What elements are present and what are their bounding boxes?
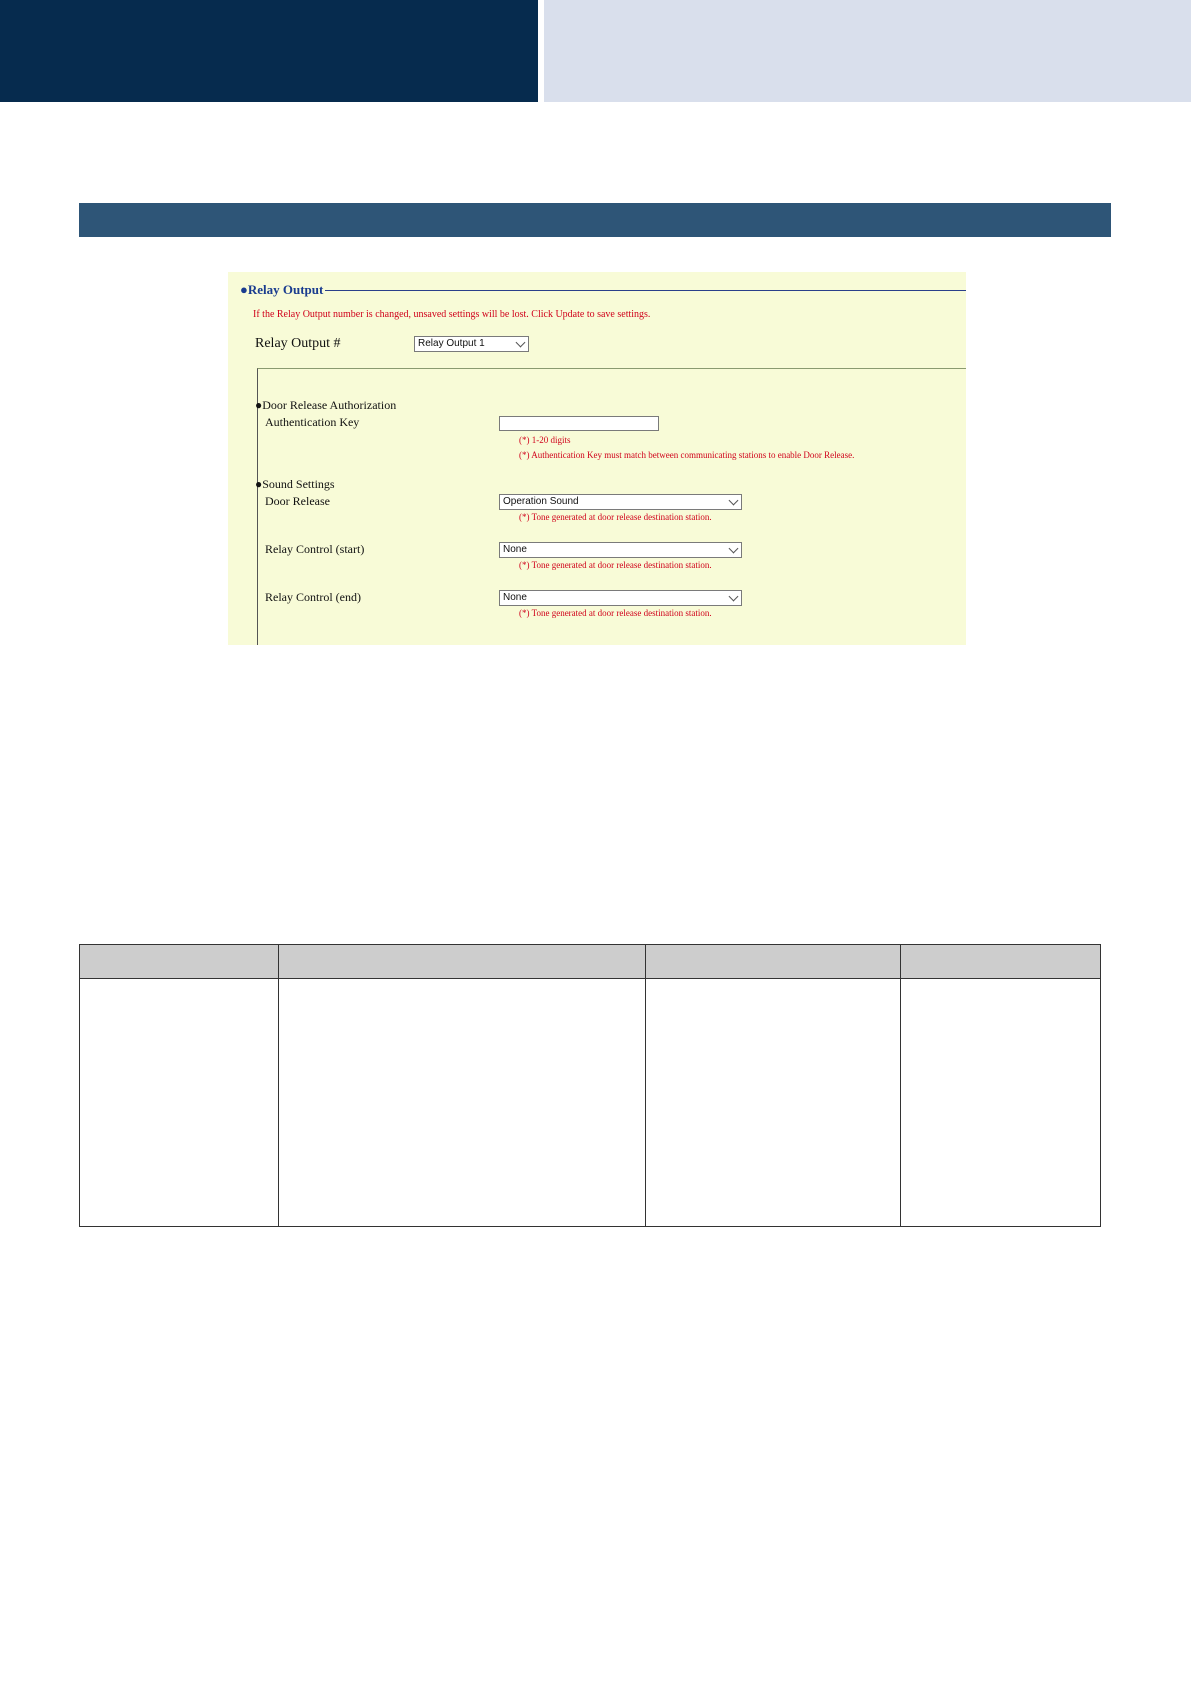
door-release-sound-label: Door Release (265, 494, 330, 508)
relay-end-sound-label: Relay Control (end) (265, 590, 361, 604)
header-band-dark (0, 0, 538, 102)
chevron-down-icon (729, 496, 739, 506)
relay-start-sound-select[interactable] (499, 542, 742, 558)
section-heading-bar (79, 203, 1111, 237)
table-cell (80, 979, 279, 1227)
chevron-down-icon (516, 338, 526, 348)
relay-output-select-value: Relay Output 1 (418, 338, 485, 349)
sound-settings-heading: ●Sound Settings (255, 477, 335, 491)
auth-key-note-match: (*) Authentication Key must match between communicating stations to enable Door Release. (519, 450, 855, 460)
table-header-cell (80, 945, 279, 979)
section-title: ●Relay Output (240, 282, 324, 297)
relay-end-sound-value: None (503, 592, 527, 603)
settings-reference-table (79, 944, 1101, 1227)
auth-key-note-digits: (*) 1-20 digits (519, 435, 571, 445)
relay-start-sound-value: None (503, 544, 527, 555)
door-release-sound-note: (*) Tone generated at door release destination station. (519, 512, 712, 522)
auth-key-input[interactable] (499, 416, 659, 431)
unsaved-warning: If the Relay Output number is changed, unsaved settings will be lost. Click Update to save settings. (253, 309, 651, 320)
relay-start-sound-label: Relay Control (start) (265, 542, 365, 556)
relay-output-select[interactable] (414, 336, 529, 352)
header-band-light (544, 0, 1191, 102)
door-release-sound-value: Operation Sound (503, 496, 579, 507)
chevron-down-icon (729, 544, 739, 554)
relay-end-sound-select[interactable] (499, 590, 742, 606)
table-row (80, 979, 1101, 1227)
table-cell (278, 979, 646, 1227)
table-header-row (80, 945, 1101, 979)
door-release-sound-select[interactable] (499, 494, 742, 510)
table-header-cell (646, 945, 901, 979)
door-release-auth-heading: ●Door Release Authorization (255, 398, 397, 412)
relay-end-sound-note: (*) Tone generated at door release destination station. (519, 608, 712, 618)
table-header-cell (901, 945, 1101, 979)
table-cell (646, 979, 901, 1227)
chevron-down-icon (729, 592, 739, 602)
table-header-cell (278, 945, 646, 979)
relay-output-label: Relay Output # (255, 336, 341, 351)
section-rule (240, 290, 966, 291)
relay-start-sound-note: (*) Tone generated at door release destination station. (519, 560, 712, 570)
auth-key-label: Authentication Key (265, 415, 360, 429)
relay-output-settings-screenshot (228, 272, 966, 645)
table-cell (901, 979, 1101, 1227)
